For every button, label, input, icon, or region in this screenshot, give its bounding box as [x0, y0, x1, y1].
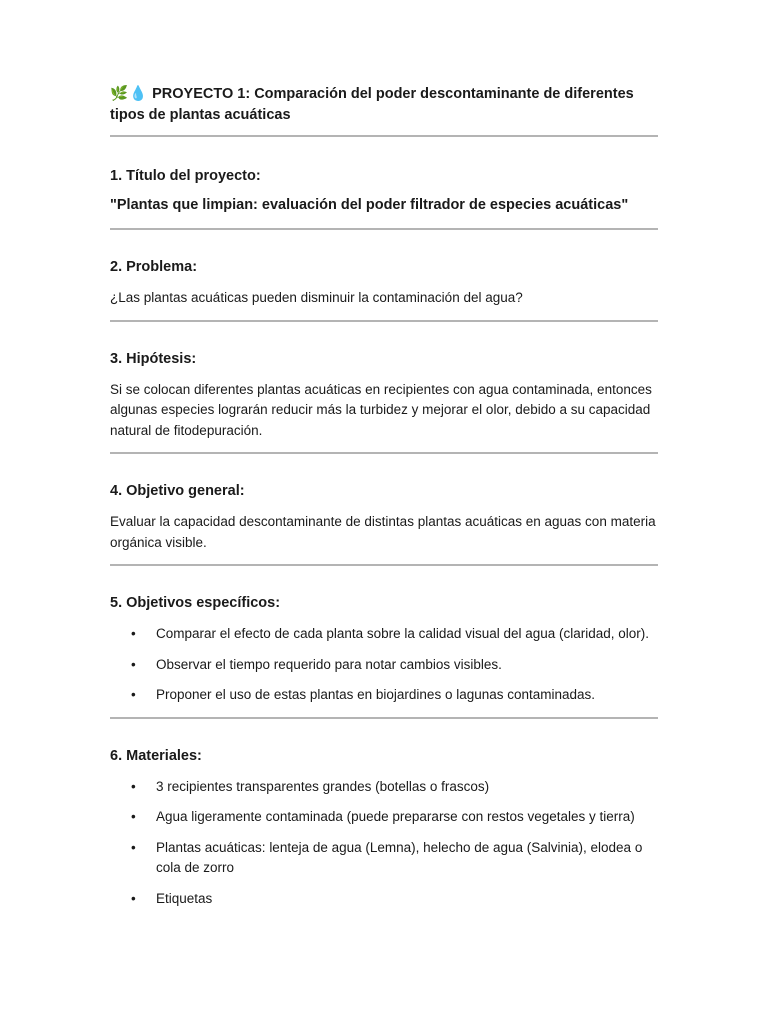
list-item-text: Comparar el efecto de cada planta sobre la calidad visual del agua (claridad, olor). — [156, 626, 650, 641]
bullet-icon: • — [131, 626, 136, 641]
list-item — [110, 624, 658, 645]
section-heading-hipotesis: 3. Hipótesis: — [110, 350, 197, 367]
section-heading-materiales: 6. Materiales: — [110, 747, 202, 764]
list-item-text: Agua ligeramente contaminada (puede prepararse con restos vegetales y tierra) — [156, 809, 635, 824]
section-heading-problema: 2. Problema: — [110, 259, 198, 275]
list-item-text: Etiquetas — [156, 890, 213, 906]
list-item-text: 3 recipientes transparentes grandes (botellas o frascos) — [156, 778, 490, 794]
list-item — [110, 889, 658, 910]
objetivo-general-text: Evaluar la capacidad descontaminante de distintas plantas acuáticas en aguas con materia orgánica visible. — [110, 514, 656, 550]
bullet-icon: • — [131, 839, 136, 855]
list-item — [110, 777, 658, 798]
list-item-text: Observar el tiempo requerido para notar cambios visibles. — [156, 656, 502, 672]
list-item-text: Plantas acuáticas: lenteja de agua (Lemna), helecho de agua (Salvinia), elodea o cola de zorro — [156, 839, 643, 875]
section-heading-objetivos-especificos: 5. Objetivos específicos: — [110, 595, 281, 611]
section-divider — [110, 228, 658, 230]
section-divider — [110, 564, 658, 566]
section-divider — [110, 320, 658, 322]
problema-text: ¿Las plantas acuáticas pueden disminuir la contaminación del agua? — [110, 290, 523, 305]
document-title — [110, 84, 658, 126]
bullet-icon: • — [131, 809, 136, 824]
bullet-icon: • — [131, 778, 136, 794]
bullet-icon: • — [131, 687, 136, 702]
plant-water-emoji-icon: 🌿💧 — [110, 86, 149, 102]
materiales-list — [110, 777, 658, 910]
list-item-text: Proponer el uso de estas plantas en biojardines o lagunas contaminadas. — [156, 687, 596, 702]
hipotesis-text: Si se colocan diferentes plantas acuáticas en recipientes con agua contaminada, entonces algunas especies lograrán reducir más la turbidez y mejorar el olor, debido a su capacidad natural de fitodepuración. — [110, 381, 652, 438]
list-item — [110, 807, 658, 828]
project-title-text: "Plantas que limpian: evaluación del poder filtrador de especies acuáticas" — [110, 197, 629, 213]
section-divider — [110, 135, 658, 137]
section-heading-titulo: 1. Título del proyecto: — [110, 168, 261, 184]
list-item — [110, 655, 658, 676]
list-item — [110, 838, 658, 879]
objetivos-especificos-list — [110, 624, 658, 706]
bullet-icon: • — [131, 890, 136, 906]
document-content — [110, 84, 658, 909]
document-title-text: PROYECTO 1: Comparación del poder descontaminante de diferentes tipos de plantas acuáticas — [110, 86, 634, 123]
bullet-icon: • — [131, 656, 136, 672]
section-heading-objetivo-general: 4. Objetivo general: — [110, 483, 245, 499]
list-item — [110, 685, 658, 706]
section-divider — [110, 452, 658, 454]
section-divider — [110, 717, 658, 719]
